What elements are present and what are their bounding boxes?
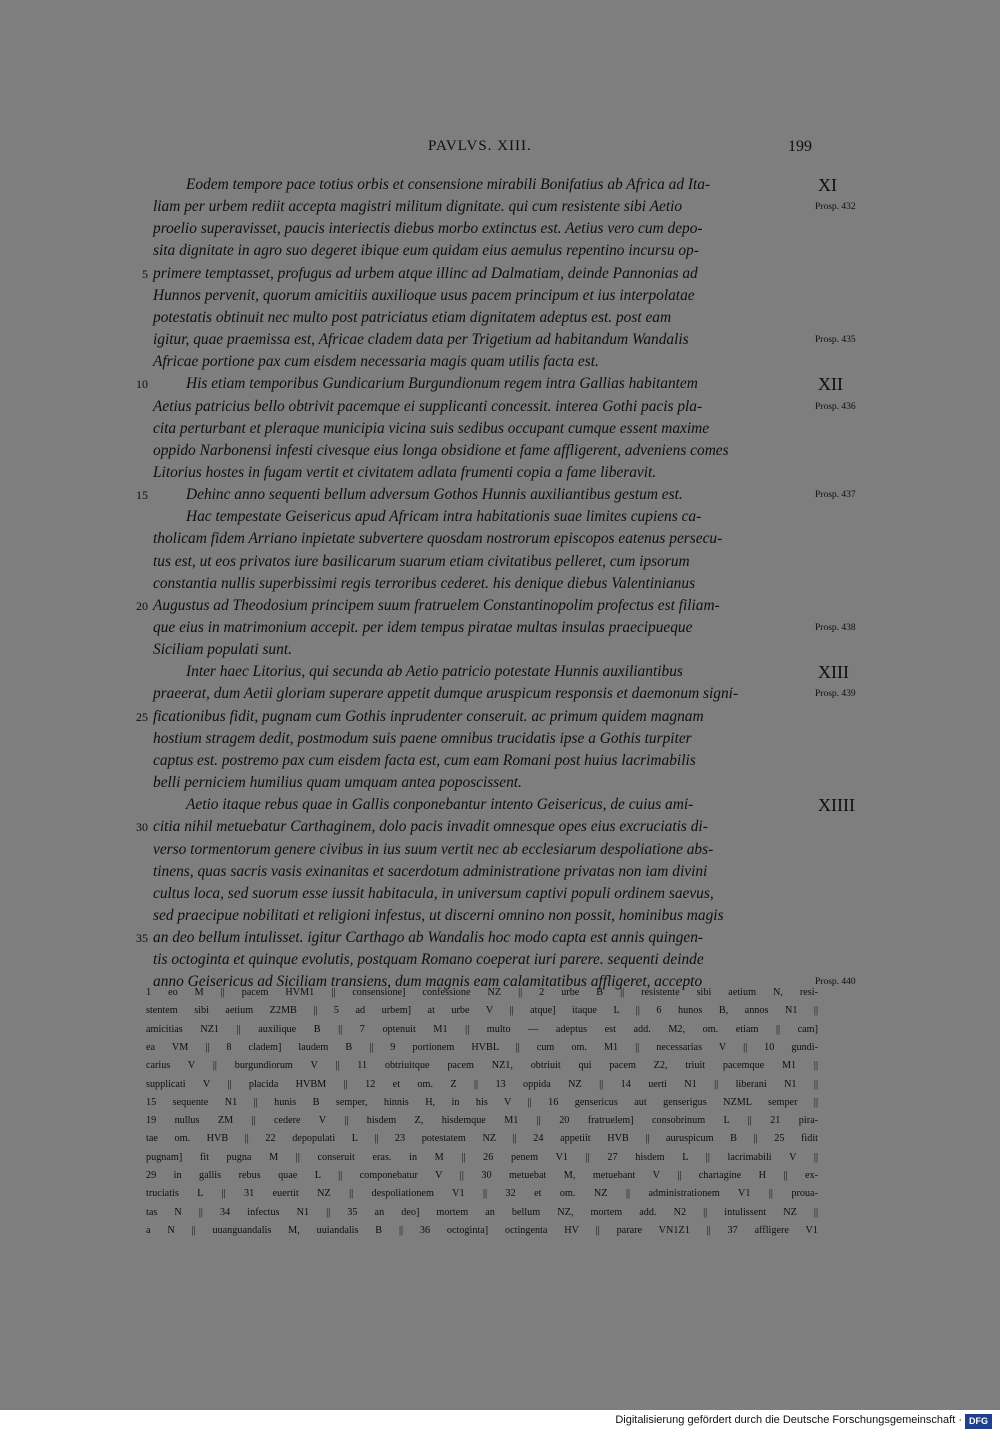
- text-line-content: Eodem tempore pace totius orbis et consensione mirabili Bonifatius ab Africa ad Ita-: [186, 176, 711, 193]
- text-line: [153, 905, 813, 927]
- text-line: [153, 174, 813, 196]
- dfg-logo: DFG: [965, 1414, 992, 1429]
- text-line-content: igitur, quae praemissa est, Africae cladem data per Trigetium ad habitandum Wandalis: [153, 331, 689, 348]
- text-line-content: Aetius patricius bello obtrivit pacemque ei supplicanti concessit. interea Gothi pacis pla-: [153, 398, 703, 415]
- apparatus-line: [146, 1184, 818, 1203]
- text-line-content: tis octoginta et quinque evolutis, postquam Romano coeperat iuri parere. sequenti deinde: [153, 951, 704, 968]
- text-line: [153, 484, 813, 506]
- text-line: [153, 927, 813, 949]
- text-line: [153, 196, 813, 218]
- apparatus-line: [146, 983, 818, 1002]
- apparatus-line-content: 19 nullus ZM || cedere V || hisdem Z, hisdemque M1 || 20 fratruelem] consobrinum L || 21 pira-: [146, 1115, 818, 1126]
- text-line-content: His etiam temporibus Gundicarium Burgundionum regem intra Gallias habitantem: [186, 375, 698, 392]
- apparatus-line: [146, 1203, 818, 1222]
- apparatus-line-content: a N || uuanguandalis M, uuiandalis B || 36 octoginta] octingenta HV || parare VN1Z1 || 37 affligere V1: [146, 1225, 818, 1236]
- text-line: [153, 883, 813, 905]
- line-number: 5: [142, 267, 148, 281]
- text-line-content: oppido Narbonensi infesti civesque eius longa obsidione et fame affligerent, adveniens comes: [153, 442, 729, 459]
- apparatus-line: [146, 1020, 818, 1039]
- text-line: [153, 263, 813, 285]
- chapter-number: XII: [818, 374, 843, 394]
- text-line: [153, 750, 813, 772]
- apparatus-line: [146, 1166, 818, 1185]
- text-line: [153, 285, 813, 307]
- text-line-content: Litorius hostes in fugam vertit et civitatem adlata frumenti copia a fame liberavit.: [153, 464, 657, 481]
- text-line-content: primere temptasset, profugus ad urbem atque illinc ad Dalmatiam, deinde Pannonias ad: [153, 265, 698, 282]
- source-reference: Prosp. 432: [815, 202, 856, 212]
- apparatus-line-content: tas N || 34 infectus N1 || 35 an deo] mortem an bellum NZ, mortem add. N2 || intulissent NZ ||: [146, 1207, 818, 1218]
- text-line-content: Augustus ad Theodosium principem suum fratruelem Constantinopolim profectus est filiam-: [153, 597, 720, 614]
- text-line: [153, 661, 813, 683]
- source-reference: Prosp. 437: [815, 490, 856, 500]
- apparatus-line: [146, 1129, 818, 1148]
- text-line-content: tus est, ut eos privatos iure basilicarum suarum etiam civitatibus pelleret, cum ipsorum: [153, 553, 690, 570]
- text-line: [153, 418, 813, 440]
- text-line-content: liam per urbem rediit accepta magistri militum dignitate. qui cum resistente sibi Aetio: [153, 198, 683, 215]
- text-line: [153, 816, 813, 838]
- text-line: [153, 861, 813, 883]
- apparatus-line-content: tae om. HVB || 22 depopulati L || 23 potestatem NZ || 24 appetiit HVB || auruspicum B || 25 fidit: [146, 1133, 818, 1144]
- text-line: [153, 329, 813, 351]
- text-line-content: captus est. postremo pax cum eisdem facta est, cum eam Romani post huius lacrimabilis: [153, 752, 696, 769]
- apparatus-line-content: 1 eo M || pacem HVM1 || consensione] confessione NZ || 2 urbe B || resistente sibi aetium N, resi-: [146, 987, 818, 998]
- text-line-content: an deo bellum intulisset. igitur Carthago ab Wandalis hoc modo capta est annis quingen-: [153, 929, 704, 946]
- apparatus-line-content: 15 sequente N1 || hunis B semper, hinnis H, in his V || 16 gensericus aut genserigus NZML semper ||: [146, 1097, 818, 1108]
- text-line: [153, 351, 813, 373]
- apparatus-line-content: stentem sibi aetium Z2MB || 5 ad urbem] at urbe V || atque] itaque L || 6 hunos B, annos N1 ||: [146, 1005, 818, 1016]
- apparatus-line: [146, 1075, 818, 1094]
- line-number: 35: [136, 931, 148, 945]
- apparatus-line-content: amicitias NZ1 || auxilique B || 7 optenuit M1 || multo — adeptus est add. M2, om. etiam || cam]: [146, 1024, 818, 1035]
- text-line-content: sita dignitate in agro suo degeret ibique eum quidam eius aemulus repentino incursu op-: [153, 242, 699, 259]
- text-line-content: Siciliam populati sunt.: [153, 641, 292, 658]
- chapter-number: XIIII: [818, 795, 855, 815]
- source-reference: Prosp. 436: [815, 402, 856, 412]
- text-line: [153, 683, 813, 705]
- text-line: [153, 728, 813, 750]
- line-number: 10: [136, 377, 148, 391]
- page-number: 199: [788, 138, 812, 155]
- line-number: 25: [136, 710, 148, 724]
- text-line: [153, 706, 813, 728]
- running-header: [0, 136, 1000, 162]
- apparatus-line-content: ea VM || 8 cladem] laudem B || 9 portionem HVBL || cum om. M1 || necessarias V || 10 gundi-: [146, 1042, 818, 1053]
- text-line: [153, 307, 813, 329]
- text-line-content: constantia nullis superbissimi regis terroribus cederet. his denique diebus Valentinianus: [153, 575, 696, 592]
- text-line-content: Aetio itaque rebus quae in Gallis conponebantur intento Geisericus, de cuius ami-: [186, 796, 694, 813]
- footer-credit: Digitalisierung gefördert durch die Deutsche Forschungsgemeinschaft ·: [615, 1414, 962, 1426]
- digitization-footer: [0, 1410, 1000, 1434]
- text-line: [153, 595, 813, 617]
- apparatus-line-content: truciatis L || 31 euertit NZ || despoliationem V1 || 32 et om. NZ || administrationem V1 || proua-: [146, 1188, 818, 1199]
- text-line-content: Africae portione pax cum eisdem necessaria magis quam utilis facta est.: [153, 353, 599, 370]
- text-line-content: citia nihil metuebatur Carthaginem, dolo pacis invadit omnesque opes eius excruciatis di-: [153, 818, 708, 835]
- line-number: 15: [136, 488, 148, 502]
- apparatus-line: [146, 1038, 818, 1057]
- text-line-content: verso tormentorum genere civibus in ius suum vertit nec ab ecclesiarum despoliatione abs-: [153, 841, 714, 858]
- text-line-content: praeerat, dum Aetii gloriam superare appetit dumque aruspicum responsis et daemonum signi-: [153, 685, 739, 702]
- running-title: PAVLVS. XIII.: [428, 138, 532, 154]
- text-line-content: tholicam fidem Arriano inpietate subvertere quosdam nostrorum episcopos eatenus persecu-: [153, 530, 723, 547]
- text-line-content: sed praecipue nobilitati et religioni infestus, ut discerni omnino non possit, hominibus magis: [153, 907, 724, 924]
- text-line: [153, 949, 813, 971]
- source-reference: Prosp. 435: [815, 335, 856, 345]
- apparatus-line: [146, 1148, 818, 1167]
- apparatus-line-content: carius V || burgundiorum V || 11 obtriuitque pacem NZ1, obtriuit qui pacem Z2, triuit pacemque M1 ||: [146, 1060, 818, 1071]
- text-line-content: cita perturbant et pleraque municipia vicina suis sedibus occupant cumque essent maxime: [153, 420, 710, 437]
- apparatus-line-content: pugnam] fit pugna M || conseruit eras. in M || 26 penem V1 || 27 hisdem L || lacrimabili V ||: [146, 1152, 818, 1163]
- apparatus-line: [146, 1111, 818, 1130]
- text-line: [153, 218, 813, 240]
- text-line-content: Hac tempestate Geisericus apud Africam intra habitationis suae limites cupiens ca-: [186, 508, 702, 525]
- chapter-number: XIII: [818, 662, 849, 682]
- text-line: [153, 551, 813, 573]
- apparatus-line: [146, 1221, 818, 1240]
- text-line-content: Dehinc anno sequenti bellum adversum Gothos Hunnis auxiliantibus gestum est.: [186, 486, 683, 503]
- source-reference: Prosp. 438: [815, 623, 856, 633]
- text-line: [153, 639, 813, 661]
- text-line-content: belli perniciem humilius quam umquam antea poposcissent.: [153, 774, 522, 791]
- apparatus-line-content: 29 in gallis rebus quae L || componebatur V || 30 metuebat M, metuebant V || chartagine H || ex-: [146, 1170, 818, 1181]
- text-line-content: hostium stragem dedit, postmodum suis paene omnibus trucidatis ipse a Gothis turpiter: [153, 730, 692, 747]
- text-line-content: Hunnos pervenit, quorum amicitiis auxilioque usus pacem principum et ius interpolatae: [153, 287, 695, 304]
- text-line-content: proelio superavisset, paucis interiectis diebus morbo extinctus est. Aetius vero cum depo-: [153, 220, 703, 237]
- text-line: [153, 573, 813, 595]
- apparatus-line: [146, 1001, 818, 1020]
- text-line: [153, 617, 813, 639]
- text-line: [153, 240, 813, 262]
- text-line-content: que eius in matrimonium accepit. per idem tempus piratae multas insulas praecipueque: [153, 619, 693, 636]
- text-line: [153, 440, 813, 462]
- text-line: [153, 506, 813, 528]
- text-line: [153, 373, 813, 395]
- apparatus-line: [146, 1093, 818, 1112]
- text-line: [153, 528, 813, 550]
- text-line-content: cultus loca, sed suorum esse iussit habitacula, in universum captivi populi ordinem saevus,: [153, 885, 714, 902]
- chapter-number: XI: [818, 175, 837, 195]
- source-reference: Prosp. 440: [815, 977, 856, 987]
- text-line-content: ficationibus fidit, pugnam cum Gothis inprudenter conseruit. ac primum quidem magnam: [153, 708, 704, 725]
- line-number: 20: [136, 599, 148, 613]
- text-line: [153, 794, 813, 816]
- text-line-content: tinens, quas sacris vasis exinanitas et sacerdotum administratione privatas non iam divini: [153, 863, 708, 880]
- source-reference: Prosp. 439: [815, 689, 856, 699]
- text-line: [153, 839, 813, 861]
- text-line-content: Inter haec Litorius, qui secunda ab Aetio patricio potestate Hunnis auxiliantibus: [186, 663, 683, 680]
- apparatus-line: [146, 1056, 818, 1075]
- text-line-content: potestatis obtinuit nec multo post patriciatus etiam dignitatem adeptus est. post eam: [153, 309, 672, 326]
- line-number: 30: [136, 820, 148, 834]
- text-line: [153, 396, 813, 418]
- apparatus-line-content: supplicati V || placida HVBM || 12 et om. Z || 13 oppida NZ || 14 uerti N1 || liberani N1 ||: [146, 1079, 818, 1090]
- text-line-content: anno Geisericus ad Siciliam transiens, dum magnis eam calamitatibus affligeret, accepto: [153, 973, 703, 990]
- text-line: [153, 772, 813, 794]
- text-line: [153, 462, 813, 484]
